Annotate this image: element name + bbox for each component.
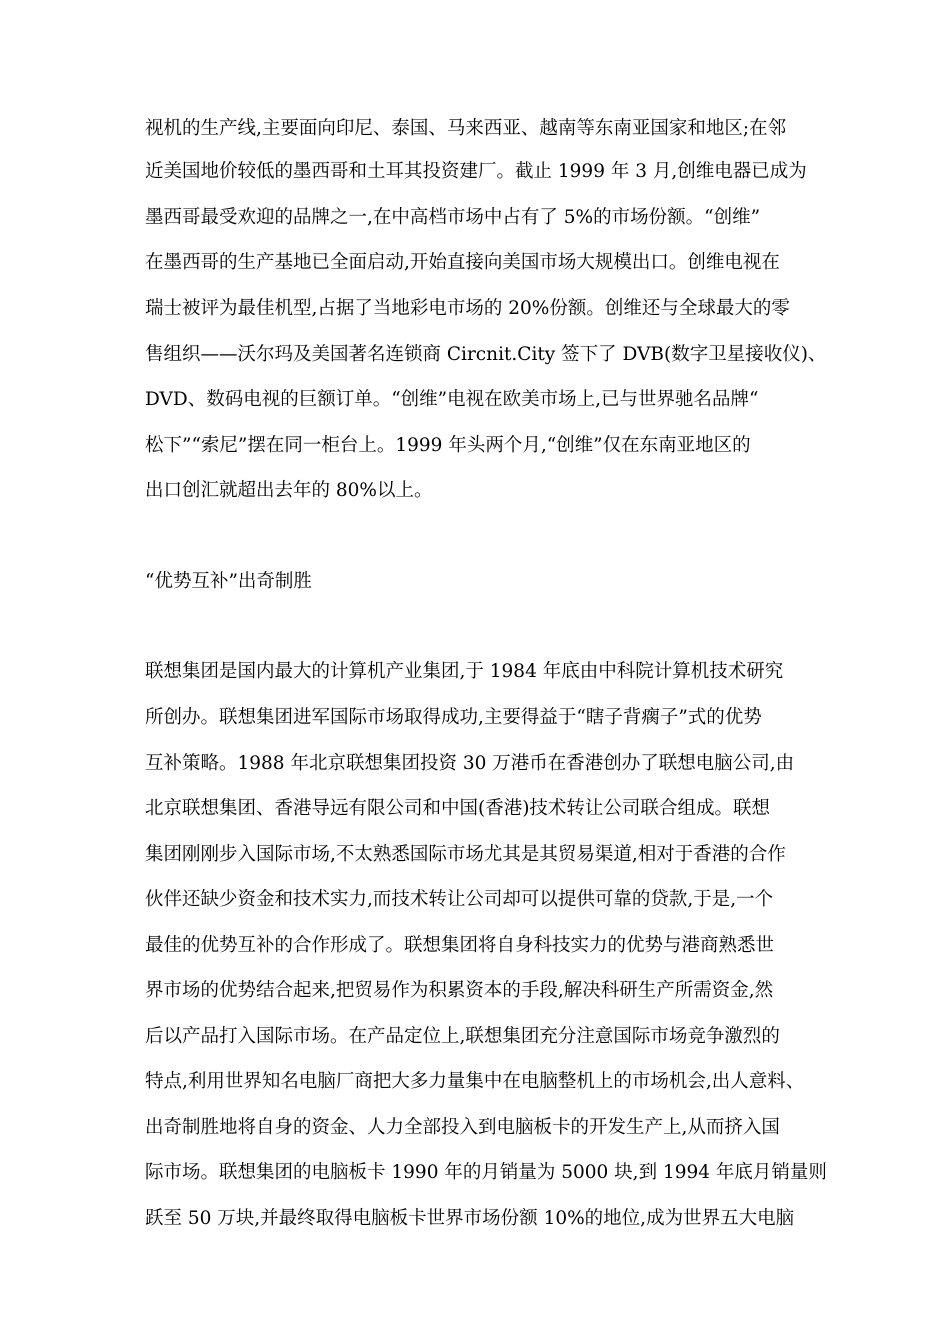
text-line: 后以产品打入国际市场。在产品定位上,联想集团充分注意国际市场竞争激烈的 bbox=[145, 1026, 780, 1047]
text-line: 联想集团是国内最大的计算机产业集团,于 1984 年底由中科院计算机技术研究 bbox=[145, 661, 784, 682]
text-line: 墨西哥最受欢迎的品牌之一,在中高档市场中占有了 5%的市场份额。“创维” bbox=[145, 207, 761, 228]
text-line: 伙伴还缺少资金和技术实力,而技术转让公司却可以提供可靠的贷款,于是,一个 bbox=[145, 889, 774, 910]
text-line: 出奇制胜地将自身的资金、人力全部投入到电脑板卡的开发生产上,从而挤入国 bbox=[145, 1117, 780, 1138]
text-line: 所创办。联想集团进军国际市场取得成功,主要得益于“瞎子背瘸子”式的优势 bbox=[145, 707, 762, 728]
section-heading: “优势互补”出奇制胜 bbox=[145, 571, 312, 592]
text-line: 北京联想集团、香港导远有限公司和中国(香港)技术转让公司联合组成。联想 bbox=[145, 798, 770, 819]
text-line: 互补策略。1988 年北京联想集团投资 30 万港币在香港创办了联想电脑公司,由 bbox=[145, 753, 795, 774]
text-line: 视机的生产线,主要面向印尼、泰国、马来西亚、越南等东南亚国家和地区;在邻 bbox=[145, 118, 787, 139]
text-line: 瑞士被评为最佳机型,占据了当地彩电市场的 20%份额。创维还与全球最大的零 bbox=[145, 298, 790, 319]
text-line: 松下”“索尼”摆在同一柜台上。1999 年头两个月,“创维”仅在东南亚地区的 bbox=[145, 435, 751, 456]
text-line: 跃至 50 万块,并最终取得电脑板卡世界市场份额 10%的地位,成为世界五大电脑 bbox=[145, 1208, 795, 1229]
text-line: 售组织——沃尔玛及美国著名连锁商 Circnit.City 签下了 DVB(数字卫星接收仪)、 bbox=[145, 344, 827, 365]
text-line: 出口创汇就超出去年的 80%以上。 bbox=[145, 480, 433, 501]
text-line: 际市场。联想集团的电脑板卡 1990 年的月销量为 5000 块,到 1994 年底月销量则 bbox=[145, 1162, 827, 1183]
text-line: DVD、数码电视的巨额订单。“创维”电视在欧美市场上,已与世界驰名品牌“ bbox=[145, 389, 759, 410]
text-line: 集团刚刚步入国际市场,不太熟悉国际市场尤其是其贸易渠道,相对于香港的合作 bbox=[145, 844, 786, 865]
text-line: 特点,利用世界知名电脑厂商把大多力量集中在电脑整机上的市场机会,出人意料、 bbox=[145, 1071, 805, 1092]
text-line: 界市场的优势结合起来,把贸易作为积累资本的手段,解决科研生产所需资金,然 bbox=[145, 980, 774, 1001]
text-line: 在墨西哥的生产基地已全面启动,开始直接向美国市场大规模出口。创维电视在 bbox=[145, 252, 780, 273]
text-line: 最佳的优势互补的合作形成了。联想集团将自身科技实力的优势与港商熟悉世 bbox=[145, 935, 775, 956]
text-line: 近美国地价较低的墨西哥和土耳其投资建厂。截止 1999 年 3 月,创维电器已成为 bbox=[145, 161, 807, 182]
